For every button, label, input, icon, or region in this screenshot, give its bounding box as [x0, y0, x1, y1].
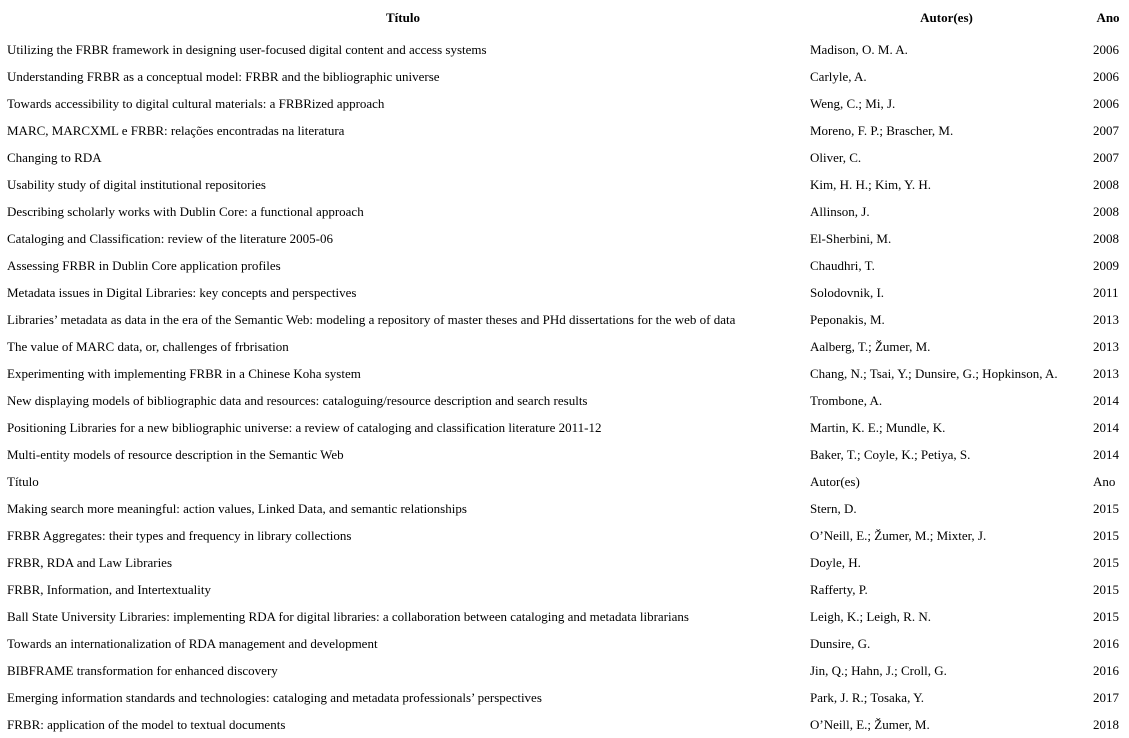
cell-year: 2016 [1093, 636, 1119, 651]
table-row [0, 252, 1129, 279]
cell-year: 2013 [1093, 312, 1119, 327]
cell-title: Cataloging and Classification: review of the literature 2005-06 [7, 231, 333, 246]
cell-authors: O’Neill, E.; Žumer, M.; Mixter, J. [810, 528, 987, 543]
cell-authors: Moreno, F. P.; Brascher, M. [810, 123, 954, 138]
cell-authors: El-Sherbini, M. [810, 231, 892, 246]
table-row [0, 522, 1129, 549]
cell-year: 2006 [1093, 42, 1119, 57]
cell-year: 2015 [1093, 582, 1119, 597]
cell-title: Towards accessibility to digital cultural materials: a FRBRized approach [7, 96, 385, 111]
cell-year: 2008 [1093, 204, 1119, 219]
cell-authors: Stern, D. [810, 501, 857, 516]
header-authors: Autor(es) [920, 10, 973, 25]
cell-title: BIBFRAME transformation for enhanced discovery [7, 663, 278, 678]
cell-year: 2007 [1093, 123, 1119, 138]
cell-year: 2009 [1093, 258, 1119, 273]
cell-title: Positioning Libraries for a new bibliographic universe: a review of cataloging and classification literature 2011-12 [7, 420, 602, 435]
cell-year: 2015 [1093, 501, 1119, 516]
cell-authors: Kim, H. H.; Kim, Y. H. [810, 177, 931, 192]
table-row-repeated-header [0, 468, 1129, 495]
cell-title: Changing to RDA [7, 150, 102, 165]
cell-authors: Aalberg, T.; Žumer, M. [810, 339, 931, 354]
cell-authors: Autor(es) [810, 474, 860, 489]
cell-title: Making search more meaningful: action values, Linked Data, and semantic relationships [7, 501, 467, 516]
table-row [0, 441, 1129, 468]
table-row [0, 387, 1129, 414]
cell-title: The value of MARC data, or, challenges of frbrisation [7, 339, 289, 354]
cell-year: 2014 [1093, 393, 1119, 408]
table-row [0, 36, 1129, 63]
cell-year: Ano [1093, 474, 1116, 489]
cell-authors: Park, J. R.; Tosaka, Y. [810, 690, 925, 705]
cell-authors: Chang, N.; Tsai, Y.; Dunsire, G.; Hopkinson, A. [810, 366, 1058, 381]
table-row [0, 306, 1129, 333]
cell-authors: Oliver, C. [810, 150, 862, 165]
table-row [0, 495, 1129, 522]
cell-year: 2015 [1093, 528, 1119, 543]
table-body [0, 36, 1129, 738]
cell-year: 2011 [1093, 285, 1119, 300]
cell-year: 2006 [1093, 69, 1119, 84]
cell-authors: Allinson, J. [810, 204, 870, 219]
cell-title: Metadata issues in Digital Libraries: key concepts and perspectives [7, 285, 357, 300]
table-row [0, 144, 1129, 171]
table-row [0, 657, 1129, 684]
cell-title: New displaying models of bibliographic data and resources: cataloguing/resource description and search results [7, 393, 588, 408]
cell-title: FRBR, RDA and Law Libraries [7, 555, 173, 570]
cell-authors: Solodovnik, I. [810, 285, 885, 300]
cell-year: 2018 [1093, 717, 1119, 732]
cell-year: 2007 [1093, 150, 1119, 165]
cell-authors: Martin, K. E.; Mundle, K. [810, 420, 946, 435]
table-row [0, 90, 1129, 117]
cell-title: Assessing FRBR in Dublin Core application profiles [7, 258, 281, 273]
cell-year: 2008 [1093, 231, 1119, 246]
cell-title: MARC, MARCXML e FRBR: relações encontradas na literatura [7, 123, 345, 138]
cell-title: Utilizing the FRBR framework in designing user-focused digital content and access systems [7, 42, 487, 57]
cell-year: 2013 [1093, 366, 1119, 381]
cell-authors: O’Neill, E.; Žumer, M. [810, 717, 930, 732]
cell-year: 2013 [1093, 339, 1119, 354]
cell-title: Describing scholarly works with Dublin Core: a functional approach [7, 204, 364, 219]
cell-title: Emerging information standards and technologies: cataloging and metadata professionals’ perspectives [7, 690, 542, 705]
table-row [0, 117, 1129, 144]
table-row [0, 333, 1129, 360]
cell-title: FRBR: application of the model to textual documents [7, 717, 286, 732]
cell-year: 2016 [1093, 663, 1119, 678]
header-year: Ano [1096, 10, 1120, 25]
cell-authors: Madison, O. M. A. [810, 42, 908, 57]
cell-authors: Chaudhri, T. [810, 258, 875, 273]
cell-year: 2008 [1093, 177, 1119, 192]
cell-authors: Jin, Q.; Hahn, J.; Croll, G. [810, 663, 947, 678]
cell-title: FRBR Aggregates: their types and frequency in library collections [7, 528, 352, 543]
cell-title: Título [7, 474, 39, 489]
cell-authors: Leigh, K.; Leigh, R. N. [810, 609, 931, 624]
table-row [0, 414, 1129, 441]
cell-year: 2015 [1093, 555, 1119, 570]
table-row [0, 684, 1129, 711]
cell-year: 2015 [1093, 609, 1119, 624]
cell-title: Ball State University Libraries: implementing RDA for digital libraries: a collaboration between cataloging and metadata librarians [7, 609, 689, 624]
table-row [0, 711, 1129, 738]
table-row [0, 171, 1129, 198]
cell-year: 2006 [1093, 96, 1119, 111]
cell-title: Understanding FRBR as a conceptual model: FRBR and the bibliographic universe [7, 69, 440, 84]
cell-title: Usability study of digital institutional repositories [7, 177, 266, 192]
cell-title: Towards an internationalization of RDA management and development [7, 636, 378, 651]
cell-title: Multi-entity models of resource description in the Semantic Web [7, 447, 344, 462]
header-title: Título [386, 10, 420, 25]
cell-title: FRBR, Information, and Intertextuality [7, 582, 211, 597]
cell-title: Libraries’ metadata as data in the era of the Semantic Web: modeling a repository of master theses and PHd dissertations for the web of data [7, 312, 736, 327]
cell-authors: Trombone, A. [810, 393, 883, 408]
table-header-row [0, 0, 1129, 36]
table-row [0, 279, 1129, 306]
cell-year: 2014 [1093, 447, 1119, 462]
table-row [0, 198, 1129, 225]
cell-authors: Peponakis, M. [810, 312, 885, 327]
cell-year: 2014 [1093, 420, 1119, 435]
cell-year: 2017 [1093, 690, 1119, 705]
table-row [0, 576, 1129, 603]
table-row [0, 549, 1129, 576]
cell-authors: Carlyle, A. [810, 69, 867, 84]
table-row [0, 225, 1129, 252]
cell-authors: Dunsire, G. [810, 636, 871, 651]
table-row [0, 603, 1129, 630]
table-row [0, 360, 1129, 387]
cell-title: Experimenting with implementing FRBR in a Chinese Koha system [7, 366, 361, 381]
cell-authors: Baker, T.; Coyle, K.; Petiya, S. [810, 447, 971, 462]
cell-authors: Rafferty, P. [810, 582, 868, 597]
cell-authors: Doyle, H. [810, 555, 861, 570]
table-row [0, 630, 1129, 657]
cell-authors: Weng, C.; Mi, J. [810, 96, 896, 111]
table-row [0, 63, 1129, 90]
